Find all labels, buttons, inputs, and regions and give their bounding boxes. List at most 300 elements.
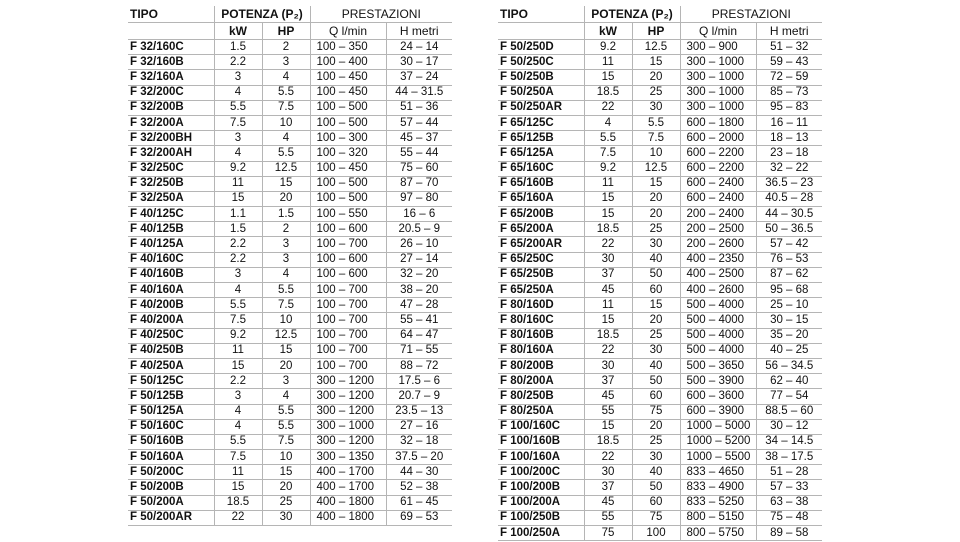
cell-q: 100 – 320 <box>310 146 386 161</box>
cell-tipo: F 40/125A <box>128 237 214 252</box>
cell-hp: 5.5 <box>262 419 310 434</box>
cell-hp: 7.5 <box>262 100 310 115</box>
cell-h: 20.7 – 9 <box>386 389 452 404</box>
cell-q: 300 – 900 <box>680 40 756 55</box>
cell-kw: 2.2 <box>214 237 262 252</box>
cell-q: 100 – 350 <box>310 40 386 55</box>
cell-kw: 2.2 <box>214 252 262 267</box>
table-row <box>498 115 822 130</box>
cell-tipo: F 32/200A <box>128 115 214 130</box>
cell-h: 51 – 32 <box>756 40 822 55</box>
cell-kw: 37 <box>584 267 632 282</box>
cell-q: 500 – 3650 <box>680 358 756 373</box>
cell-hp: 30 <box>632 343 680 358</box>
cell-hp: 30 <box>632 450 680 465</box>
cell-hp: 30 <box>632 100 680 115</box>
table-row <box>128 191 452 206</box>
cell-q: 600 – 3900 <box>680 404 756 419</box>
cell-hp: 3 <box>262 252 310 267</box>
cell-q: 300 – 1350 <box>310 450 386 465</box>
cell-h: 26 – 10 <box>386 237 452 252</box>
cell-tipo: F 40/250B <box>128 343 214 358</box>
table-row <box>128 161 452 176</box>
cell-tipo: F 40/125C <box>128 207 214 222</box>
table-row <box>498 176 822 191</box>
cell-h: 88 – 72 <box>386 358 452 373</box>
cell-q: 600 – 2400 <box>680 191 756 206</box>
cell-q: 100 – 600 <box>310 267 386 282</box>
table-row <box>498 146 822 161</box>
cell-tipo: F 32/250C <box>128 161 214 176</box>
cell-q: 600 – 2200 <box>680 161 756 176</box>
cell-kw: 3 <box>214 70 262 85</box>
cell-tipo: F 100/250A <box>498 526 584 541</box>
cell-tipo: F 50/200C <box>128 465 214 480</box>
cell-hp: 40 <box>632 252 680 267</box>
table-row <box>498 419 822 434</box>
cell-h: 37 – 24 <box>386 70 452 85</box>
table-row <box>128 283 452 298</box>
table-row <box>498 343 822 358</box>
cell-tipo: F 100/250B <box>498 510 584 525</box>
cell-tipo: F 65/125A <box>498 146 584 161</box>
cell-hp: 20 <box>632 207 680 222</box>
table-row <box>128 55 452 70</box>
cell-kw: 11 <box>584 176 632 191</box>
cell-tipo: F 65/250C <box>498 252 584 267</box>
cell-hp: 7.5 <box>262 298 310 313</box>
cell-tipo: F 80/200B <box>498 358 584 373</box>
cell-tipo: F 40/200A <box>128 313 214 328</box>
cell-tipo: F 50/250A <box>498 85 584 100</box>
cell-kw: 18.5 <box>214 495 262 510</box>
cell-hp: 5.5 <box>262 85 310 100</box>
cell-h: 16 – 6 <box>386 207 452 222</box>
cell-tipo: F 40/250A <box>128 358 214 373</box>
cell-hp: 10 <box>262 115 310 130</box>
table-row <box>498 100 822 115</box>
cell-h: 89 – 58 <box>756 526 822 541</box>
header-potenza: POTENZA (P₂) <box>584 6 680 23</box>
cell-q: 300 – 1000 <box>680 55 756 70</box>
cell-h: 51 – 36 <box>386 100 452 115</box>
cell-tipo: F 32/250B <box>128 176 214 191</box>
cell-kw: 30 <box>584 252 632 267</box>
cell-hp: 20 <box>632 313 680 328</box>
cell-tipo: F 50/160A <box>128 450 214 465</box>
cell-kw: 11 <box>584 298 632 313</box>
cell-kw: 15 <box>214 358 262 373</box>
cell-kw: 15 <box>584 207 632 222</box>
cell-kw: 2.2 <box>214 55 262 70</box>
cell-q: 500 – 4000 <box>680 313 756 328</box>
table-row <box>498 55 822 70</box>
cell-h: 37.5 – 20 <box>386 450 452 465</box>
cell-h: 32 – 20 <box>386 267 452 282</box>
cell-q: 300 – 1000 <box>680 70 756 85</box>
cell-kw: 3 <box>214 389 262 404</box>
cell-h: 71 – 55 <box>386 343 452 358</box>
cell-hp: 25 <box>632 328 680 343</box>
cell-hp: 3 <box>262 237 310 252</box>
table-row <box>128 100 452 115</box>
cell-tipo: F 50/160B <box>128 434 214 449</box>
cell-tipo: F 32/160B <box>128 55 214 70</box>
table-row <box>128 298 452 313</box>
cell-h: 88.5 – 60 <box>756 404 822 419</box>
table-row <box>498 70 822 85</box>
cell-kw: 18.5 <box>584 85 632 100</box>
cell-tipo: F 80/200A <box>498 374 584 389</box>
cell-tipo: F 32/200C <box>128 85 214 100</box>
table-row <box>498 191 822 206</box>
cell-q: 400 – 1800 <box>310 495 386 510</box>
table-row <box>128 146 452 161</box>
cell-h: 95 – 68 <box>756 283 822 298</box>
cell-tipo: F 65/250A <box>498 283 584 298</box>
cell-tipo: F 50/125A <box>128 404 214 419</box>
cell-tipo: F 65/125B <box>498 131 584 146</box>
cell-q: 1000 – 5000 <box>680 419 756 434</box>
cell-kw: 45 <box>584 389 632 404</box>
table-row <box>498 495 822 510</box>
table-row <box>128 115 452 130</box>
cell-hp: 10 <box>632 146 680 161</box>
cell-h: 87 – 62 <box>756 267 822 282</box>
cell-h: 77 – 54 <box>756 389 822 404</box>
header-kw: kW <box>584 23 632 40</box>
cell-hp: 75 <box>632 510 680 525</box>
table-row <box>128 374 452 389</box>
cell-q: 100 – 500 <box>310 191 386 206</box>
cell-kw: 15 <box>584 419 632 434</box>
cell-kw: 18.5 <box>584 434 632 449</box>
cell-h: 32 – 18 <box>386 434 452 449</box>
cell-hp: 30 <box>262 510 310 525</box>
cell-tipo: F 100/200A <box>498 495 584 510</box>
cell-q: 100 – 500 <box>310 115 386 130</box>
cell-h: 69 – 53 <box>386 510 452 525</box>
header-hp: HP <box>632 23 680 40</box>
cell-hp: 12.5 <box>262 161 310 176</box>
table-row <box>128 207 452 222</box>
cell-tipo: F 50/200B <box>128 480 214 495</box>
cell-tipo: F 32/250A <box>128 191 214 206</box>
cell-h: 75 – 48 <box>756 510 822 525</box>
table-body-right <box>498 40 822 541</box>
cell-hp: 4 <box>262 131 310 146</box>
cell-hp: 5.5 <box>262 146 310 161</box>
cell-tipo: F 50/250B <box>498 70 584 85</box>
cell-h: 18 – 13 <box>756 131 822 146</box>
table-row <box>498 510 822 525</box>
cell-hp: 20 <box>262 191 310 206</box>
table-row <box>498 450 822 465</box>
table-row <box>498 328 822 343</box>
cell-tipo: F 40/250C <box>128 328 214 343</box>
table-row <box>128 389 452 404</box>
table-row <box>498 374 822 389</box>
cell-hp: 20 <box>632 419 680 434</box>
cell-tipo: F 40/160A <box>128 283 214 298</box>
cell-h: 35 – 20 <box>756 328 822 343</box>
cell-hp: 25 <box>262 495 310 510</box>
cell-hp: 60 <box>632 389 680 404</box>
cell-hp: 25 <box>632 222 680 237</box>
table-row <box>498 40 822 55</box>
cell-kw: 45 <box>584 283 632 298</box>
cell-kw: 7.5 <box>214 313 262 328</box>
cell-q: 600 – 2400 <box>680 176 756 191</box>
cell-tipo: F 65/200A <box>498 222 584 237</box>
cell-tipo: F 65/160B <box>498 176 584 191</box>
table-row <box>128 176 452 191</box>
cell-tipo: F 40/160C <box>128 252 214 267</box>
cell-kw: 15 <box>584 191 632 206</box>
table-row <box>128 495 452 510</box>
cell-kw: 5.5 <box>214 100 262 115</box>
cell-h: 40.5 – 28 <box>756 191 822 206</box>
cell-hp: 7.5 <box>632 131 680 146</box>
cell-kw: 7.5 <box>214 115 262 130</box>
cell-kw: 18.5 <box>584 222 632 237</box>
cell-h: 16 – 11 <box>756 115 822 130</box>
cell-q: 100 – 400 <box>310 55 386 70</box>
table-row <box>128 85 452 100</box>
cell-q: 500 – 4000 <box>680 343 756 358</box>
cell-q: 100 – 700 <box>310 283 386 298</box>
cell-hp: 20 <box>632 70 680 85</box>
cell-kw: 1.1 <box>214 207 262 222</box>
cell-tipo: F 100/160A <box>498 450 584 465</box>
cell-hp: 7.5 <box>262 434 310 449</box>
table-row <box>498 480 822 495</box>
table-row <box>498 222 822 237</box>
cell-hp: 15 <box>262 465 310 480</box>
header-empty <box>128 23 214 40</box>
cell-hp: 4 <box>262 267 310 282</box>
cell-tipo: F 65/160C <box>498 161 584 176</box>
header-h: H metri <box>756 23 822 40</box>
table-row <box>128 70 452 85</box>
cell-hp: 100 <box>632 526 680 541</box>
table-row <box>128 237 452 252</box>
table-row <box>128 313 452 328</box>
cell-hp: 15 <box>632 176 680 191</box>
cell-tipo: F 50/200AR <box>128 510 214 525</box>
table-row <box>128 419 452 434</box>
cell-q: 500 – 4000 <box>680 298 756 313</box>
cell-tipo: F 50/125C <box>128 374 214 389</box>
cell-q: 300 – 1200 <box>310 434 386 449</box>
cell-h: 47 – 28 <box>386 298 452 313</box>
cell-h: 45 – 37 <box>386 131 452 146</box>
cell-q: 100 – 700 <box>310 298 386 313</box>
cell-hp: 5.5 <box>632 115 680 130</box>
cell-kw: 75 <box>584 526 632 541</box>
header-tipo: TIPO <box>498 6 584 23</box>
cell-hp: 15 <box>632 55 680 70</box>
cell-hp: 10 <box>262 450 310 465</box>
cell-q: 500 – 3900 <box>680 374 756 389</box>
cell-hp: 20 <box>262 358 310 373</box>
header-q: Q l/min <box>310 23 386 40</box>
cell-hp: 5.5 <box>262 283 310 298</box>
table-row <box>498 358 822 373</box>
cell-h: 32 – 22 <box>756 161 822 176</box>
cell-hp: 25 <box>632 85 680 100</box>
cell-q: 200 – 2400 <box>680 207 756 222</box>
cell-h: 38 – 17.5 <box>756 450 822 465</box>
cell-tipo: F 80/250B <box>498 389 584 404</box>
cell-kw: 11 <box>214 343 262 358</box>
cell-tipo: F 65/160A <box>498 191 584 206</box>
cell-kw: 22 <box>584 343 632 358</box>
cell-h: 27 – 14 <box>386 252 452 267</box>
cell-kw: 7.5 <box>214 450 262 465</box>
cell-kw: 22 <box>584 450 632 465</box>
cell-q: 300 – 1200 <box>310 404 386 419</box>
cell-hp: 20 <box>632 191 680 206</box>
cell-kw: 55 <box>584 404 632 419</box>
cell-q: 300 – 1200 <box>310 389 386 404</box>
cell-h: 97 – 80 <box>386 191 452 206</box>
cell-q: 100 – 700 <box>310 313 386 328</box>
cell-hp: 15 <box>262 176 310 191</box>
table-row <box>498 283 822 298</box>
cell-tipo: F 40/125B <box>128 222 214 237</box>
cell-h: 63 – 38 <box>756 495 822 510</box>
cell-h: 44 – 31.5 <box>386 85 452 100</box>
cell-q: 800 – 5150 <box>680 510 756 525</box>
cell-h: 23 – 18 <box>756 146 822 161</box>
cell-h: 87 – 70 <box>386 176 452 191</box>
cell-kw: 11 <box>214 176 262 191</box>
cell-h: 25 – 10 <box>756 298 822 313</box>
header-potenza: POTENZA (P₂) <box>214 6 310 23</box>
pump-table-left <box>128 6 452 526</box>
cell-q: 833 – 4650 <box>680 465 756 480</box>
header-q: Q l/min <box>680 23 756 40</box>
cell-kw: 4 <box>584 115 632 130</box>
cell-tipo: F 40/200B <box>128 298 214 313</box>
cell-hp: 25 <box>632 434 680 449</box>
cell-h: 38 – 20 <box>386 283 452 298</box>
cell-hp: 2 <box>262 222 310 237</box>
cell-kw: 11 <box>214 465 262 480</box>
cell-kw: 15 <box>214 480 262 495</box>
cell-kw: 55 <box>584 510 632 525</box>
table-row <box>128 480 452 495</box>
cell-h: 34 – 14.5 <box>756 434 822 449</box>
table-row <box>498 85 822 100</box>
cell-hp: 60 <box>632 495 680 510</box>
cell-q: 300 – 1000 <box>310 419 386 434</box>
cell-hp: 50 <box>632 267 680 282</box>
cell-kw: 4 <box>214 146 262 161</box>
table-row <box>498 313 822 328</box>
cell-hp: 12.5 <box>262 328 310 343</box>
cell-kw: 5.5 <box>214 298 262 313</box>
cell-tipo: F 65/125C <box>498 115 584 130</box>
cell-tipo: F 50/250C <box>498 55 584 70</box>
table-row <box>128 358 452 373</box>
cell-kw: 1.5 <box>214 222 262 237</box>
cell-q: 800 – 5750 <box>680 526 756 541</box>
cell-h: 30 – 15 <box>756 313 822 328</box>
cell-tipo: F 100/160C <box>498 419 584 434</box>
cell-h: 64 – 47 <box>386 328 452 343</box>
cell-h: 57 – 33 <box>756 480 822 495</box>
table-row <box>498 207 822 222</box>
table-row <box>498 434 822 449</box>
table-row <box>128 328 452 343</box>
table-row <box>498 389 822 404</box>
cell-h: 85 – 73 <box>756 85 822 100</box>
cell-h: 72 – 59 <box>756 70 822 85</box>
cell-kw: 15 <box>584 313 632 328</box>
cell-h: 40 – 25 <box>756 343 822 358</box>
cell-h: 76 – 53 <box>756 252 822 267</box>
table-row <box>498 526 822 541</box>
cell-kw: 22 <box>214 510 262 525</box>
table-row <box>498 404 822 419</box>
cell-q: 400 – 2500 <box>680 267 756 282</box>
cell-h: 50 – 36.5 <box>756 222 822 237</box>
cell-h: 55 – 41 <box>386 313 452 328</box>
cell-hp: 60 <box>632 283 680 298</box>
table-row <box>498 237 822 252</box>
cell-q: 100 – 700 <box>310 358 386 373</box>
cell-h: 30 – 12 <box>756 419 822 434</box>
cell-hp: 3 <box>262 55 310 70</box>
cell-q: 100 – 500 <box>310 176 386 191</box>
cell-q: 100 – 700 <box>310 237 386 252</box>
cell-h: 27 – 16 <box>386 419 452 434</box>
cell-q: 600 – 1800 <box>680 115 756 130</box>
cell-hp: 40 <box>632 465 680 480</box>
cell-tipo: F 32/160C <box>128 40 214 55</box>
cell-tipo: F 100/200C <box>498 465 584 480</box>
table-row <box>128 267 452 282</box>
cell-hp: 30 <box>632 237 680 252</box>
cell-q: 500 – 4000 <box>680 328 756 343</box>
cell-q: 100 – 700 <box>310 328 386 343</box>
table-row <box>128 40 452 55</box>
cell-q: 100 – 450 <box>310 85 386 100</box>
cell-tipo: F 100/200B <box>498 480 584 495</box>
cell-tipo: F 65/250B <box>498 267 584 282</box>
cell-q: 100 – 450 <box>310 161 386 176</box>
table-row <box>498 252 822 267</box>
table-row <box>498 465 822 480</box>
pump-table-right <box>498 6 822 541</box>
cell-q: 400 – 1700 <box>310 480 386 495</box>
header-kw: kW <box>214 23 262 40</box>
cell-kw: 3 <box>214 267 262 282</box>
cell-kw: 30 <box>584 465 632 480</box>
table-row <box>498 161 822 176</box>
cell-h: 57 – 44 <box>386 115 452 130</box>
cell-tipo: F 65/200B <box>498 207 584 222</box>
table-row <box>128 222 452 237</box>
cell-q: 833 – 5250 <box>680 495 756 510</box>
table-row <box>128 450 452 465</box>
cell-hp: 4 <box>262 389 310 404</box>
cell-q: 100 – 450 <box>310 70 386 85</box>
cell-kw: 18.5 <box>584 328 632 343</box>
cell-tipo: F 32/160A <box>128 70 214 85</box>
